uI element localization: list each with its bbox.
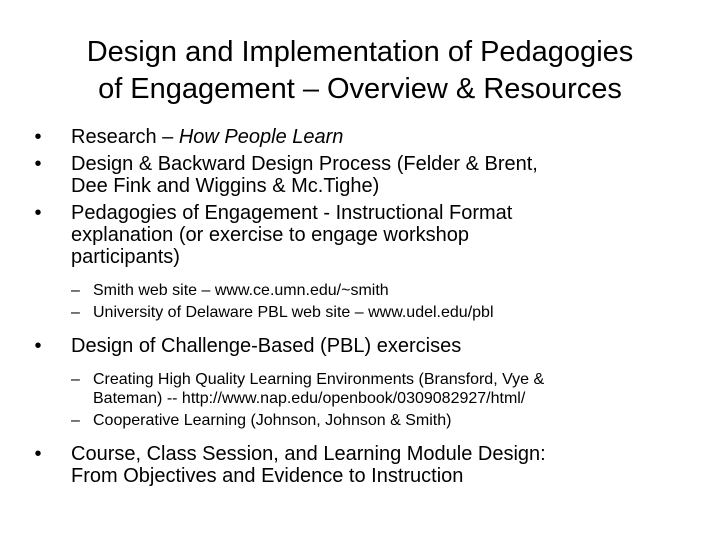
sub-bullet-group	[28, 370, 708, 430]
dash-marker: –	[71, 282, 80, 299]
bullet-line	[71, 126, 708, 148]
sub-bullet-line: Cooperative Learning (Johnson, Johnson & Smith)	[93, 412, 452, 429]
sub-bullet-learning-environments	[28, 370, 708, 408]
sub-bullet-group	[28, 281, 708, 322]
title-line-1: Design and Implementation of Pedagogies	[86, 36, 634, 68]
bullet-research	[28, 126, 708, 148]
bullet-line: Pedagogies of Engagement - Instructional Format	[71, 202, 513, 224]
bullet-list	[28, 126, 708, 492]
bullet-marker: •	[34, 202, 42, 224]
sub-bullet-line: University of Delaware PBL web site – www.udel.edu/pbl	[93, 304, 494, 321]
sub-bullet-line: Bateman) -- http://www.nap.edu/openbook/0309082927/html/	[93, 390, 526, 407]
bullet-line: participants)	[71, 246, 180, 268]
bullet-line: Design of Challenge-Based (PBL) exercises	[71, 335, 462, 357]
bullet-course-design	[28, 443, 708, 487]
bullet-italic-text: How People Learn	[178, 126, 344, 148]
bullet-marker: •	[34, 153, 42, 175]
bullet-line: Design & Backward Design Process (Felder & Brent,	[71, 153, 538, 175]
bullet-line: explanation (or exercise to engage workshop	[71, 224, 470, 246]
bullet-lead-text: Research –	[71, 126, 179, 148]
sub-bullet-smith-site	[28, 281, 708, 300]
bullet-line: Dee Fink and Wiggins & Mc.Tighe)	[71, 175, 380, 197]
bullet-marker: •	[34, 335, 42, 357]
sub-bullet-line: Creating High Quality Learning Environments (Bransford, Vye &	[93, 371, 545, 388]
dash-marker: –	[71, 304, 80, 321]
sub-bullet-line: Smith web site – www.ce.umn.edu/~smith	[93, 282, 389, 299]
bullet-marker: •	[34, 126, 42, 148]
bullet-challenge-based	[28, 335, 708, 357]
bullet-line: Course, Class Session, and Learning Module Design:	[71, 443, 546, 465]
bullet-line: From Objectives and Evidence to Instruction	[71, 465, 464, 487]
bullet-marker: •	[34, 443, 42, 465]
bullet-pedagogies	[28, 202, 708, 268]
title-line-2: of Engagement – Overview & Resources	[98, 73, 622, 105]
sub-bullet-udel-pbl	[28, 303, 708, 322]
slide-title	[40, 34, 680, 108]
dash-marker: –	[71, 371, 80, 388]
bullet-backward-design	[28, 153, 708, 197]
dash-marker: –	[71, 412, 80, 429]
sub-bullet-cooperative-learning	[28, 411, 708, 430]
